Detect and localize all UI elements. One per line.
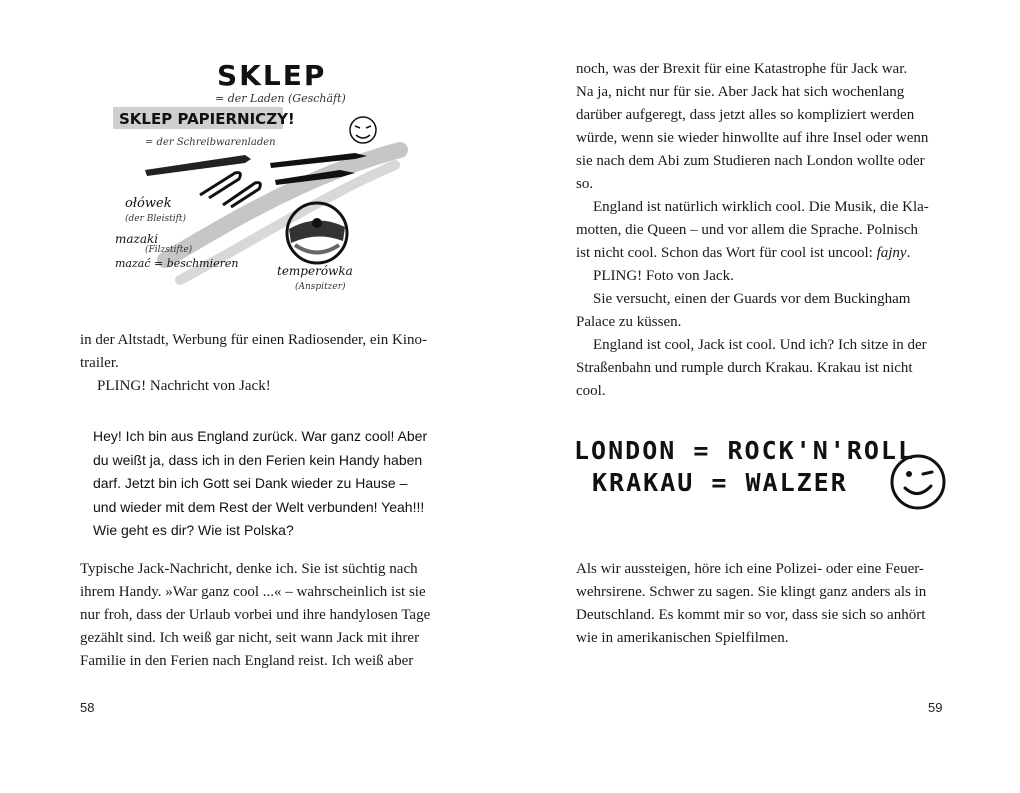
text-line: motten, die Queen – und vor allem die Sprache. Polnisch bbox=[576, 222, 919, 238]
pling-line: PLING! Foto von Jack. bbox=[593, 268, 734, 284]
text-line: gezählt sind. Ich weiß gar nicht, seit wann Jack mit ihrer bbox=[80, 630, 420, 646]
message-line: Wie geht es dir? Wie ist Polska? bbox=[93, 522, 294, 538]
text-line: Deutschland. Es kommt mir so vor, dass sie sich so anhört bbox=[576, 607, 926, 623]
sklep-gloss: = der Laden (Geschäft) bbox=[215, 92, 346, 105]
text-line: ihrem Handy. »War ganz cool ...« – wahrscheinlich ist sie bbox=[80, 584, 426, 600]
sklep-title: SKLEP bbox=[217, 59, 327, 92]
text-line: darüber aufgeregt, dass jetzt alles so kompliziert werden bbox=[576, 107, 915, 123]
sklep-illustration bbox=[105, 55, 415, 295]
mazac-label: mazać = beschmieren bbox=[115, 257, 239, 270]
text-line: würde, wenn sie wieder hinwollte auf ihre Insel oder wenn bbox=[576, 130, 929, 146]
page-number-left: 58 bbox=[80, 700, 95, 715]
text-fragment: . bbox=[906, 245, 911, 261]
temperowka-gloss: (Anspitzer) bbox=[295, 282, 346, 292]
text-line: cool. bbox=[576, 383, 606, 399]
text-line: nur froh, dass der Urlaub vorbei und ihre handylosen Tage bbox=[80, 607, 431, 623]
italic-word-fajny: fajny bbox=[876, 245, 907, 261]
temperowka-label: temperówka bbox=[277, 264, 353, 278]
paragraph-typische bbox=[80, 558, 448, 673]
text-line-fajny bbox=[576, 242, 952, 265]
paragraph-sirene bbox=[576, 558, 952, 650]
message-line: und wieder mit dem Rest der Welt verbunden! Yeah!!! bbox=[93, 498, 425, 515]
message-line: Hey! Ich bin aus England zurück. War ganz cool! Aber bbox=[93, 428, 428, 444]
text-line: in der Altstadt, Werbung für einen Radiosender, ein Kino- bbox=[80, 332, 427, 348]
text-line: sie nach dem Abi zum Studieren nach London wollte oder bbox=[576, 153, 925, 169]
banner-gloss: = der Schreibwarenladen bbox=[145, 137, 276, 148]
banner-text: SKLEP PAPIERNICZY! bbox=[119, 110, 295, 128]
winking-smiley-icon bbox=[888, 452, 948, 512]
pling-line: PLING! Nachricht von Jack! bbox=[97, 378, 271, 394]
text-line: Sie versucht, einen der Guards vor dem Buckingham bbox=[593, 291, 911, 307]
sharpener-icon bbox=[287, 203, 347, 263]
text-line: wie in amerikanischen Spielfilmen. bbox=[576, 630, 789, 646]
handwriting-london: LONDON = ROCK'N'ROLL bbox=[574, 436, 916, 465]
page-number-right: 59 bbox=[928, 700, 943, 715]
text-line: Typische Jack-Nachricht, denke ich. Sie ist süchtig nach bbox=[80, 561, 418, 577]
text-line: Straßenbahn und rumple durch Krakau. Krakau ist nicht bbox=[576, 360, 913, 376]
text-line: wehrsirene. Schwer zu sagen. Sie klingt ganz anders als in bbox=[576, 584, 927, 600]
right-page bbox=[510, 0, 1020, 793]
text-line: Palace zu küssen. bbox=[576, 314, 682, 330]
text-line: so. bbox=[576, 176, 594, 192]
message-line: du weißt ja, dass ich in den Ferien kein Handy haben bbox=[93, 451, 423, 468]
olowek-label: ołówek bbox=[125, 196, 172, 211]
mazaki-label: mazaki bbox=[115, 232, 159, 246]
cool-smiley-icon bbox=[350, 117, 376, 143]
text-line: trailer. bbox=[80, 355, 119, 371]
paragraph-brexit bbox=[576, 58, 952, 403]
text-line: England ist natürlich wirklich cool. Die Musik, die Kla- bbox=[593, 199, 929, 215]
text-line: Als wir aussteigen, höre ich eine Polizei- oder eine Feuer- bbox=[576, 561, 924, 577]
paragraph-altstadt bbox=[80, 329, 448, 398]
text-line: noch, was der Brexit für eine Katastrophe für Jack war. bbox=[576, 61, 908, 77]
text-fragment: ist nicht cool. Schon das Wort für cool ist uncool: bbox=[576, 245, 877, 261]
text-line: England ist cool, Jack ist cool. Und ich? Ich sitze in der bbox=[593, 337, 927, 353]
olowek-gloss: (der Bleistift) bbox=[125, 214, 187, 224]
text-line: Familie in den Ferien nach England reist. Ich weiß aber bbox=[80, 653, 414, 669]
mazaki-gloss: (Filzstifte) bbox=[145, 245, 193, 255]
handwriting-krakau: KRAKAU = WALZER bbox=[592, 468, 848, 497]
jack-message bbox=[93, 425, 453, 543]
message-line: darf. Jetzt bin ich Gott sei Dank wieder zu Hause – bbox=[93, 475, 408, 491]
text-line: Na ja, nicht nur für sie. Aber Jack hat sich wochenlang bbox=[576, 84, 905, 100]
